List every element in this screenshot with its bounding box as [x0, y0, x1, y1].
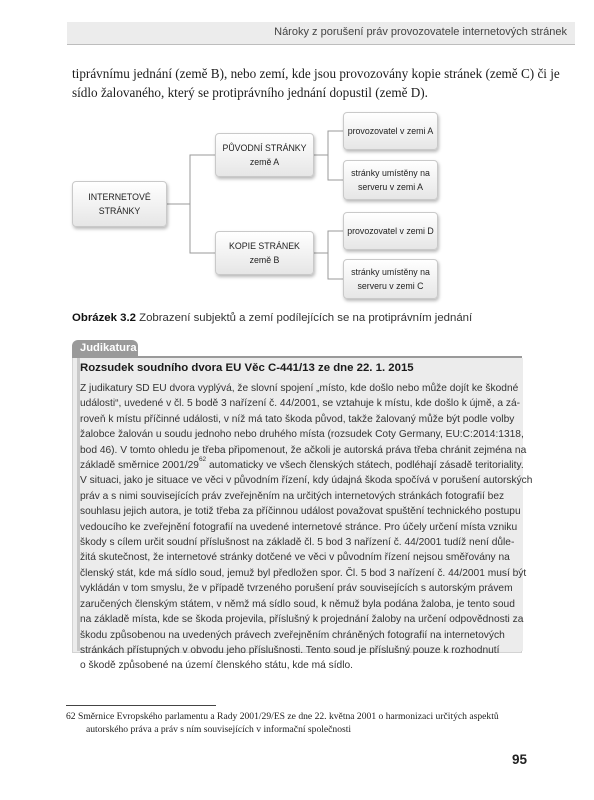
- intro-line: tiprávnímu jednání (země B), nebo zemí, kde jsou provozovány kopie stránek (země C) či je: [72, 66, 560, 81]
- running-header-title: Nároky z porušení práv provozovatele internetových stránek: [274, 26, 567, 38]
- footnote-ref: 62: [198, 455, 207, 463]
- case-line: práv a s nimi souvisejících práv zveřejněním na určitých internetových stránkách fotografií bez: [80, 490, 505, 502]
- case-line: škodu způsobenou na uvedených právech zveřejněním chráněných fotografií na internetových: [80, 629, 505, 641]
- diagram-leaf-label-line1: stránky umístěny na: [351, 267, 430, 277]
- diagram-leaf-provider-d: [343, 212, 438, 250]
- diagram-node-label-line2: země B: [249, 255, 280, 265]
- case-line: vedoucího ke zveřejnění fotografií na uvedené internetové stránce. Pro účely určení místa vzniku: [80, 521, 518, 533]
- diagram-leaf-label: provozovatel v zemi D: [347, 226, 434, 236]
- diagram-leaf-server-c: [343, 259, 438, 299]
- connector-original-leaf1: [314, 131, 343, 155]
- case-line: bod 46). V tomto ohledu je třeba připomenout, že ačkoli je autorská práva třeba chránit zejména na: [80, 444, 527, 456]
- footnote: [66, 710, 499, 736]
- running-header: [67, 22, 575, 45]
- intro-line: sídlo žalovaného, který se protiprávního jednání dopustil (země D).: [72, 85, 428, 100]
- case-line: V situaci, jako je situace ve věci v původním řízení, kdy údajná škoda spočívá v porušení autorských: [80, 475, 533, 487]
- connector-root-original: [167, 155, 215, 204]
- case-body: [80, 381, 533, 674]
- diagram-node-label-line2: země A: [249, 157, 280, 167]
- case-line: o škodě způsobené na území členského státu, kde má sídlo.: [80, 660, 353, 672]
- case-line-after: automaticky ve všech členských státech, podléhají zásadě teritoriality.: [206, 460, 524, 472]
- case-line: události“, uvedené v čl. 5 bodě 3 nařízení č. 44/2001, se vztahuje k místu, kde došlo k újmě, a zá-: [80, 398, 521, 410]
- case-line: škody s cílem určit soudní příslušnost na základě čl. 5 bod 3 nařízení č. 44/2001 tudíž není důle-: [80, 537, 515, 549]
- figure-caption-text: Zobrazení subjektů a zemí podílejících se na protiprávním jednání: [135, 312, 473, 324]
- page-number: 95: [512, 752, 528, 767]
- diagram-node-root: [72, 181, 167, 227]
- connector-copy-leaf3: [314, 231, 343, 253]
- figure-caption-label: Obrázek 3.2: [72, 312, 136, 324]
- diagram-leaf-label-line2: serveru v zemi A: [357, 182, 424, 192]
- case-line: žitá skutečnost, že internetové stránky dotčené ve věci v původním řízení nejsou směřovány na: [80, 552, 510, 564]
- connector-root-copy: [190, 204, 215, 253]
- diagram-leaf-label-line2: serveru v zemi C: [357, 281, 424, 291]
- case-law-tab-label: Judikatura: [80, 342, 137, 354]
- case-line: souhlasu jejich autora, je totiž třeba za příčinnou událost považovat spuštění technického postupu: [80, 506, 521, 518]
- footnote-line: autorského práva a práv s ním souvisejících v informační společnosti: [86, 724, 352, 735]
- diagram-node-original: [215, 133, 314, 177]
- footnote-line: 62 Směrnice Evropského parlamentu a Rady 2001/29/ES ze dne 22. května 2001 o harmonizaci určitých aspektů: [66, 711, 499, 722]
- case-law-tab: [72, 340, 138, 357]
- case-line: Z judikatury SD EU dvora vyplývá, že slovní spojení „místo, kde došlo nebo může dojít ke škodné: [80, 383, 519, 394]
- diagram-leaf-label-line1: stránky umístěny na: [351, 168, 430, 178]
- figure-caption: [72, 312, 472, 324]
- case-title: Rozsudek soudního dvora EU Věc C-441/13 ze dne 22. 1. 2015: [80, 362, 414, 374]
- diagram-leaf-provider-a: [343, 112, 438, 150]
- case-line: zaručených členským státem, v němž má sídlo soud, k němuž byla podána žaloba, je tento soud: [80, 598, 515, 610]
- connector-original-leaf2: [328, 155, 343, 180]
- connector-copy-leaf4: [328, 253, 343, 279]
- diagram-leaf-server-a: [343, 160, 438, 200]
- case-line-before: základě směrnice 2001/29: [80, 460, 199, 472]
- diagram-node-copy: [215, 231, 314, 275]
- diagram-node-label-line1: KOPIE STRÁNEK: [229, 241, 300, 251]
- case-line: na základě místa, kde se škoda projevila, příslušný k projednání žaloby na určení odpovědnosti za: [80, 614, 524, 626]
- case-line: členský stát, kde má sídlo soud, jemuž byl předložen spor. Čl. 5 bod 3 nařízení č. 44/2001 musí být: [80, 567, 527, 579]
- intro-paragraph: [72, 64, 560, 102]
- diagram-node-label-line1: PŮVODNÍ STRÁNKY: [222, 143, 307, 153]
- case-line: žalobce žalován u soudu jednoho nebo druhého místa (rozsudek Coty Germany, EU:C:2014:1318,: [80, 429, 524, 441]
- case-line-with-footnote-ref: [80, 455, 524, 473]
- footnote-rule: [66, 705, 216, 706]
- case-line: vykládán v tom smyslu, že v případě tvrzeného porušení práv souvisejících s autorským právem: [80, 583, 513, 595]
- diagram-node-root-label: INTERNETOVÉ STRÁNKY: [88, 192, 151, 216]
- diagram-leaf-label: provozovatel v zemi A: [347, 126, 434, 136]
- case-line: roveň k místu příčinné události, v níž má tato škoda původ, takže žalovaný může být podle volby: [80, 413, 515, 425]
- case-line: stránkách přístupných v obvodu jeho příslušnosti. Tento soud je příslušný pouze k rozhodnutí: [80, 644, 500, 656]
